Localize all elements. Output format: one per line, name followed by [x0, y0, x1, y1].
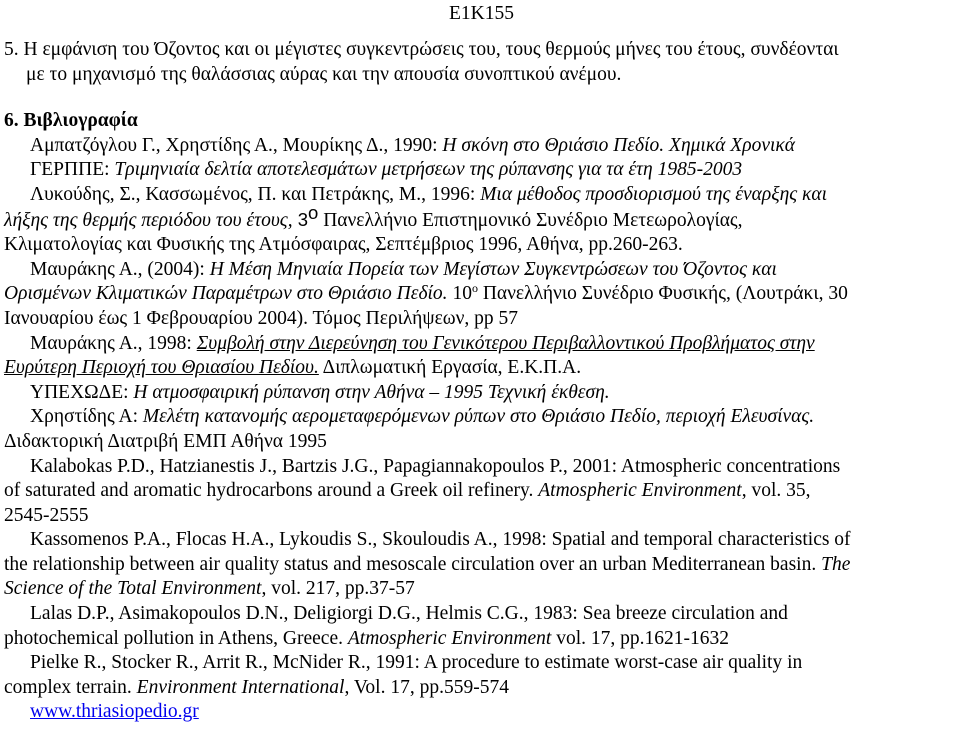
reference-5-cont: Ευρύτερη Περιοχή του Θριασίου Πεδίου. Διπλωματική Εργασία, Ε.Κ.Π.Α.	[4, 357, 582, 379]
reference-8: Kalabokas P.D., Hatzianestis J., Bartzis J.G., Papagiannakopoulos P., 2001: Atmospheric concentrations	[30, 455, 841, 477]
reference-4-cont: Ορισμένων Κλιματικών Παραμέτρων στο Θριάσιο Πεδίο. $10^o$ Πανελλήνιο Συνέδριο Φυσικής, (Λουτράκι, 30	[4, 281, 848, 305]
footer-link-row	[4, 700, 954, 725]
website-link[interactable]: www.thriasiopedio.gr	[30, 701, 199, 723]
reference-8-end: 2545-2555	[4, 504, 89, 526]
reference-9: Kassomenos P.A., Flocas H.A., Lykoudis S., Skouloudis A., 1998: Spatial and temporal characteristics of	[30, 529, 851, 551]
reference-6: ΥΠΕΧΩΔΕ: Η ατμοσφαιρική ρύπανση στην Αθήνα – 1995 Τεχνική έκθεση.	[30, 381, 610, 403]
section-6-heading: 6. Βιβλιογραφία	[4, 110, 138, 132]
reference-3: Λυκούδης, Σ., Κασσωμένος, Π. και Πετράκης, Μ., 1996: Μια μέθοδος προσδιορισμού της έναρξης και	[30, 183, 828, 205]
bibliography-list	[4, 134, 954, 701]
section-5-line-2: με το μηχανισμό της θαλάσσιας αύρας και την απουσία συνοπτικού ανέμου.	[26, 63, 622, 85]
document-body	[4, 38, 954, 725]
reference-4: Μαυράκης Α., (2004): Η Μέση Μηνιαία Πορεία των Μεγίστων Συγκεντρώσεων του Όζοντος και	[30, 258, 777, 280]
section-5-line-1: 5. Η εμφάνιση του Όζοντος και οι μέγιστες συγκεντρώσεις του, τους θερμούς μήνες του έτους, συνδέονται	[4, 39, 839, 60]
reference-5: Μαυράκης Α., 1998: Συμβολή στην Διερεύνηση του Γενικότερου Περιβαλλοντικού Προβλήματος στην	[30, 332, 815, 354]
reference-7-cont: Διδακτορική Διατριβή ΕΜΠ Αθήνα 1995	[4, 430, 327, 452]
reference-1: Αμπατζόγλου Γ., Χρηστίδης Α., Μουρίκης Δ., 1990: Η σκόνη στο Θριάσιο Πεδίο. Χημικά Χρονικά	[30, 134, 795, 156]
section-5-text	[4, 38, 954, 87]
reference-2: ΓΕΡΠΠΕ: Τριμηνιαία δελτία αποτελεσμάτων μετρήσεων της ρύπανσης για τα έτη 1985-2003	[30, 159, 743, 181]
reference-7: Χρηστίδης Α: Μελέτη κατανομής αερομεταφερόμενων ρύπων στο Θριάσιο Πεδίο, περιοχή Ελευσίνας.	[30, 406, 815, 428]
reference-10-cont: photochemical pollution in Athens, Greece. Atmospheric Environment vol. 17, pp.1621-1632	[4, 627, 729, 649]
reference-11: Pielke R., Stocker R., Arrit R., McNider R., 1991: A procedure to estimate worst-case air quality in	[30, 652, 803, 674]
reference-3-cont: λήξης της θερμής περιόδου του έτους, $3^o$ Πανελλήνιο Επιστημονικό Συνέδριο Μετεωρολογίας,	[4, 201, 743, 231]
reference-10: Lalas D.P., Asimakopoulos D.N., Deligiorgi D.G., Helmis C.G., 1983: Sea breeze circulation and	[30, 603, 788, 625]
reference-4-end: Ιανουαρίου έως 1 Φεβρουαρίου 2004). Τόμος Περιλήψεων, pp 57	[4, 307, 519, 329]
reference-8-cont: of saturated and aromatic hydrocarbons around a Greek oil refinery. Atmospheric Environment, vol. 35,	[4, 480, 811, 502]
reference-3-end: Κλιματολογίας και Φυσικής της Ατμόσφαιρας, Σεπτέμβριος 1996, Αθήνα, pp.260-263.	[4, 234, 683, 256]
reference-9-cont: the relationship between air quality status and mesoscale circulation over an urban Mediterranean basin. The	[4, 553, 851, 575]
reference-11-cont: complex terrain. Environment International, Vol. 17, pp.559-574	[4, 676, 509, 698]
reference-9-end: Science of the Total Environment, vol. 217, pp.37-57	[4, 578, 415, 600]
document-code: E1K155	[449, 3, 514, 24]
